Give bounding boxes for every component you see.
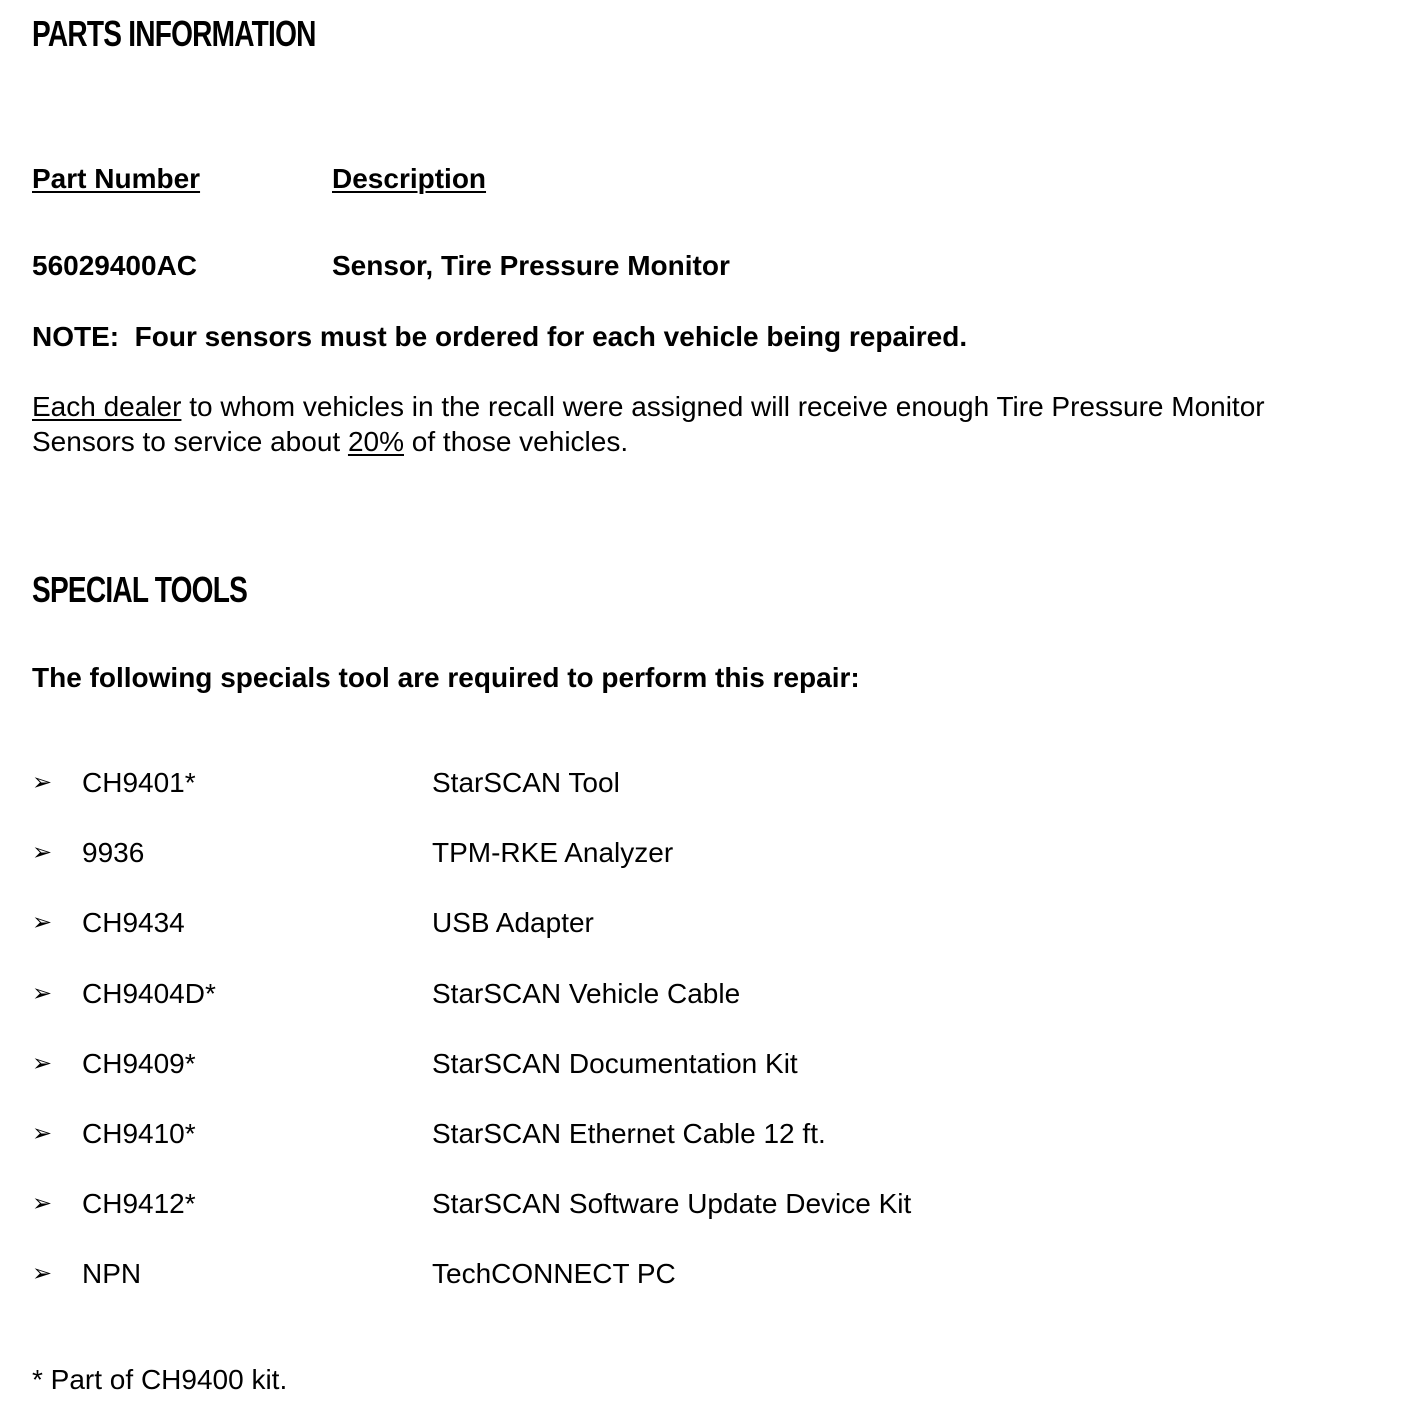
special-tools-heading: SPECIAL TOOLS	[32, 569, 248, 610]
arrow-bullet-icon: ➢	[32, 769, 53, 796]
tool-name: StarSCAN Software Update Device Kit	[432, 1188, 912, 1219]
part-number-column-header: Part Number	[32, 163, 201, 194]
tool-name: StarSCAN Documentation Kit	[432, 1048, 798, 1079]
tool-number: CH9409*	[82, 1048, 196, 1079]
footnote-text: * Part of CH9400 kit.	[32, 1364, 288, 1395]
dealer-percent: 20%	[347, 426, 404, 457]
tool-name: StarSCAN Vehicle Cable	[432, 978, 741, 1009]
dealer-text-1: to whom vehicles in the recall were assigned will receive enough Tire Pressure Monitor	[181, 391, 1265, 422]
tool-name: StarSCAN Ethernet Cable 12 ft.	[432, 1118, 826, 1149]
description-column-header: Description	[332, 163, 487, 194]
tool-name: TechCONNECT PC	[432, 1258, 676, 1289]
dealer-paragraph-line-2	[32, 425, 628, 459]
tool-number: NPN	[82, 1258, 142, 1289]
note-text: NOTE: Four sensors must be ordered for each vehicle being repaired.	[32, 321, 968, 352]
arrow-bullet-icon: ➢	[32, 1120, 53, 1147]
dealer-paragraph-line-1	[32, 390, 1265, 424]
tools-intro-text: The following specials tool are required to perform this repair:	[32, 662, 860, 693]
dealer-lead-text: Each dealer	[32, 391, 182, 422]
tool-name: StarSCAN Tool	[432, 767, 620, 798]
dealer-text-3: of those vehicles.	[404, 426, 629, 457]
part-description-cell: Sensor, Tire Pressure Monitor	[332, 250, 730, 281]
parts-information-heading: PARTS INFORMATION	[32, 13, 316, 54]
tool-number: CH9401*	[82, 767, 196, 798]
part-number-cell: 56029400AC	[32, 250, 198, 281]
tool-number: CH9412*	[82, 1188, 196, 1219]
tool-name: TPM-RKE Analyzer	[432, 837, 674, 868]
arrow-bullet-icon: ➢	[32, 839, 53, 866]
tool-number: CH9410*	[82, 1118, 196, 1149]
tool-name: USB Adapter	[432, 907, 594, 938]
arrow-bullet-icon: ➢	[32, 980, 53, 1007]
arrow-bullet-icon: ➢	[32, 1050, 53, 1077]
arrow-bullet-icon: ➢	[32, 1260, 53, 1287]
arrow-bullet-icon: ➢	[32, 1190, 53, 1217]
tool-number: 9936	[82, 837, 145, 868]
arrow-bullet-icon: ➢	[32, 909, 53, 936]
dealer-text-2: Sensors to service about	[32, 426, 348, 457]
tool-number: CH9404D*	[82, 978, 216, 1009]
tool-number: CH9434	[82, 907, 185, 938]
